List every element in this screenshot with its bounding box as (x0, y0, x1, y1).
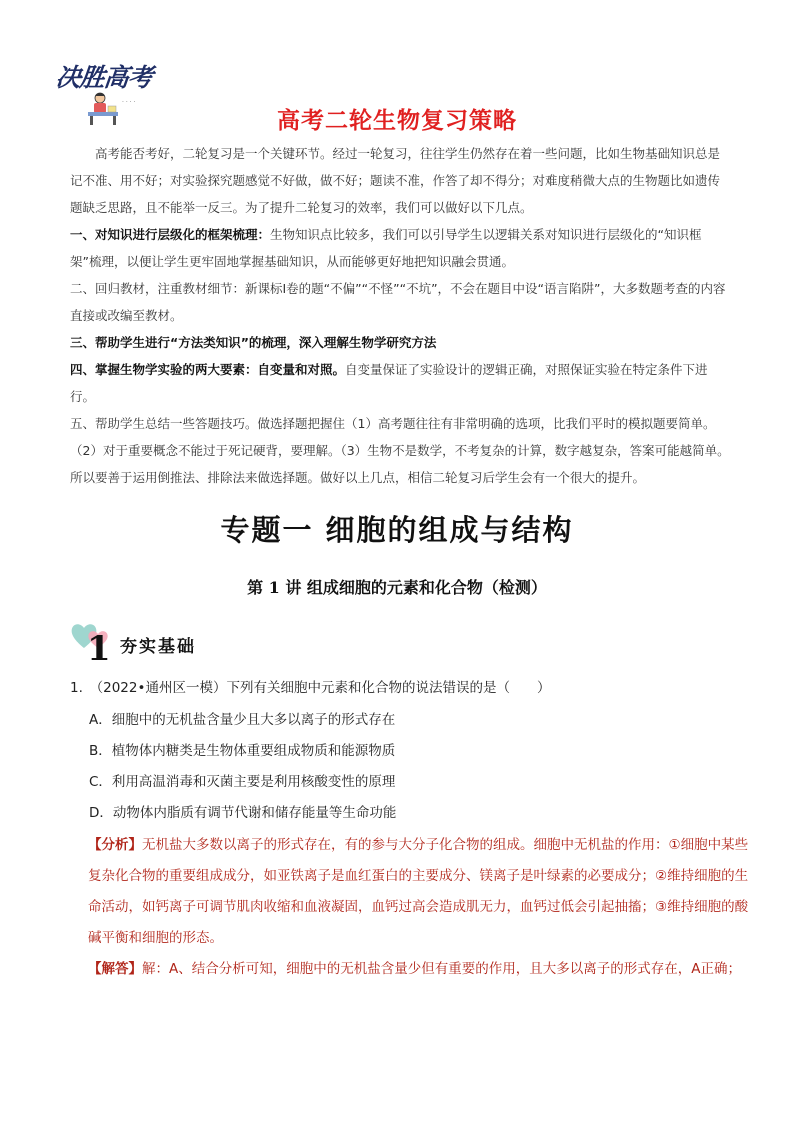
analysis-paragraph (88, 830, 760, 954)
page-title: 高考二轮生物复习策略 (277, 108, 517, 134)
strategy-item-5 (70, 410, 730, 491)
strategy-item-3 (70, 329, 730, 356)
analysis-text: 无机盐大多数以离子的形式存在，有的参与大分子化合物的组成。细胞中无机盐的作用：①细胞中某些复杂化合物的重要组成成分，如亚铁离子是血红蛋白的主要成分、镁离子是叶绿素的必要成分；②维持细胞的生命活动，如钙离子可调节肌肉收缩和血液凝固，血钙过高会造成肌无力，血钙过低会引起抽搐；③维持细胞的酸碱平衡和细胞的形态。 (88, 837, 749, 946)
strategy-item-4 (70, 356, 730, 410)
answer-text: 解：A、结合分析可知，细胞中的无机盐含量少但有重要的作用，且大多以离子的形式存在，A正确； (142, 961, 741, 977)
analysis-tag: 【分析】 (88, 837, 142, 853)
option-c: C．利用高温消毒和灭菌主要是利用核酸变性的原理 (89, 774, 396, 790)
section-header (70, 620, 270, 665)
answer-tag: 【解答】 (88, 961, 142, 977)
intro-paragraph: 高考能否考好，二轮复习是一个关键环节。经过一轮复习，往往学生仍然存在着一些问题，比如生物基础知识总是记不准、用不好；对实验探究题感觉不好做，做不好；题读不准，作答了却不得分；对难度稍微大点的生物题比如遗传题缺乏思路，且不能举一反三。为了提升二轮复习的效率，我们可以做好以下几点。 (70, 146, 721, 215)
analysis-block (88, 830, 760, 985)
heart-icon (70, 620, 118, 664)
intro-section (70, 140, 730, 491)
strategy-text: 自变量保证了实验设计的逻辑正确，对照保证实验在特定条件下进行。 (70, 362, 708, 404)
section-title: 夯实基础 (120, 637, 196, 657)
topic-heading: 专题一 细胞的组成与结构 (220, 513, 574, 547)
svg-text:· · · ·: · · · · (122, 99, 136, 106)
answer-paragraph (88, 954, 760, 985)
logo-text: 决胜高考 (54, 63, 154, 92)
strategy-lead: 三、帮助学生进行“方法类知识”的梳理，深入理解生物学研究方法 (70, 335, 437, 350)
strategy-item-1 (70, 221, 730, 275)
strategy-lead: 四、掌握生物学实验的两大要素：自变量和对照。 (70, 362, 346, 377)
strategy-text: 二、回归教材，注重教材细节：新课标Ⅰ卷的题“不偏”“不怪”“不坑”，不会在题目中设“语言陷阱”，大多数题考查的内容直接或改编至教材。 (70, 281, 726, 323)
option-d: D．动物体内脂质有调节代谢和储存能量等生命功能 (89, 805, 397, 821)
option-a: A．细胞中的无机盐含量少且大多以离子的形式存在 (89, 712, 396, 728)
strategy-text: 生物知识点比较多，我们可以引导学生以逻辑关系对知识进行层级化的“知识框架”梳理，以便让学生更牢固地掌握基础知识，从而能够更好地把知识融会贯通。 (70, 227, 702, 269)
strategy-item-2 (70, 275, 730, 329)
strategy-text: 五、帮助学生总结一些答题技巧。做选择题把握住（1）高考题往往有非常明确的选项，比我们平时的模拟题要简单。（2）对于重要概念不能过于死记硬背，要理解。（3）生物不是数学，不考复杂的计算，数字越复杂，答案可能越简单。所以要善于运用倒推法、排除法来做选择题。做好以上几点，相信二轮复习后学生会有一个很大的提升。 (70, 416, 730, 485)
section-number: 1 (87, 629, 111, 664)
lecture-heading: 第 1 讲 组成细胞的元素和化合物（检测） (247, 578, 547, 597)
strategy-lead: 一、对知识进行层级化的框架梳理： (70, 227, 271, 242)
question-stem: 1. （2022•通州区一模）下列有关细胞中元素和化合物的说法错误的是（ ） (70, 680, 551, 696)
option-b: B．植物体内糖类是生物体重要组成物质和能源物质 (89, 743, 396, 759)
